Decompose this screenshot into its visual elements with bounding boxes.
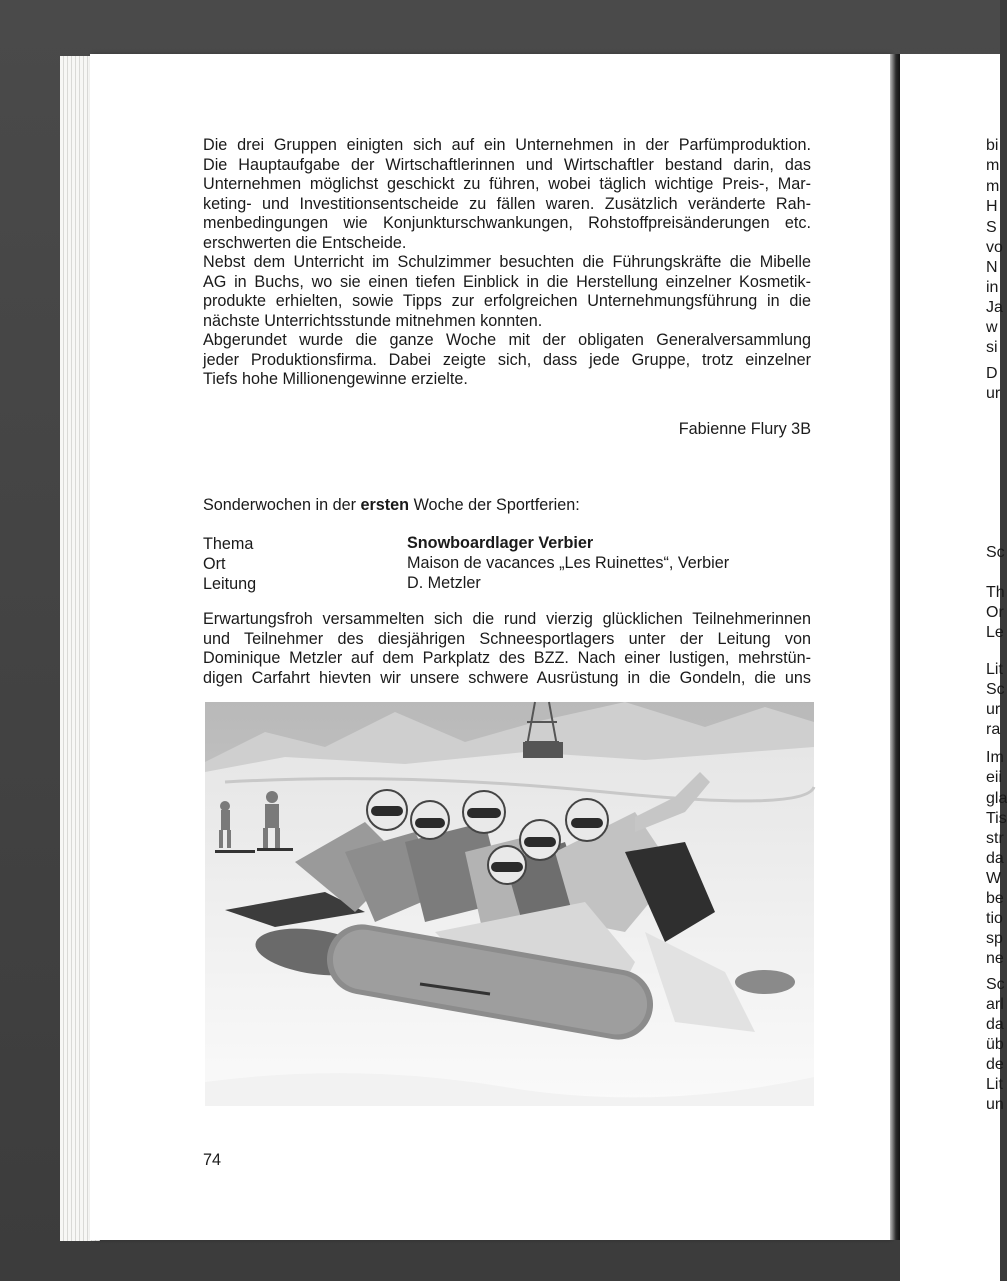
text-line: AG in Buchs, wo sie einen tiefen Einblick in die Herstellung einzelner Kosmetik- bbox=[203, 272, 811, 291]
text-line: und Teilnehmer des diesjährigen Schneesportlagers unter der Leitung von bbox=[203, 629, 811, 648]
thema-label: Thema bbox=[203, 535, 254, 553]
text-line: Unternehmen möglichst geschickt zu führen, wobei täglich wichtige Preis-, Mar- bbox=[203, 175, 811, 193]
right-page-text-fragment: un bbox=[986, 1096, 1004, 1113]
right-page-text-fragment: Lit bbox=[986, 1076, 1003, 1093]
section-intro bbox=[203, 496, 580, 515]
right-page-text-fragment: da bbox=[986, 1016, 1004, 1033]
thema-value: Snowboardlager Verbier bbox=[407, 534, 594, 552]
text-line: Dominique Metzler auf dem Parkplatz des BZZ. Nach einer lustigen, mehrstün- bbox=[203, 649, 811, 667]
right-page-text-fragment: si bbox=[986, 339, 998, 356]
ort-value: Maison de vacances „Les Ruinettes“, Verbier bbox=[407, 554, 730, 572]
right-page-text-fragment: W bbox=[986, 870, 1002, 887]
paragraph-2 bbox=[203, 253, 811, 331]
right-page-text-fragment: N bbox=[986, 259, 998, 276]
text-line: Abgerundet wurde die ganze Woche mit der obligaten Generalversammlung bbox=[203, 331, 811, 349]
right-page-fragment bbox=[900, 54, 1007, 1281]
right-page-text-fragment: H bbox=[986, 198, 998, 215]
right-page-text-fragment: eii bbox=[986, 769, 1003, 786]
right-page-text-fragment: ur bbox=[986, 701, 1001, 718]
right-page-text-fragment: D bbox=[986, 365, 998, 382]
right-page-text-fragment: str bbox=[986, 830, 1004, 847]
right-page-text-fragment: üb bbox=[986, 1036, 1004, 1053]
right-page-text-fragment: be bbox=[986, 890, 1004, 907]
right-page-text-fragment: Im bbox=[986, 749, 1004, 766]
right-page-text-fragment: Ja bbox=[986, 299, 1003, 316]
intro-text: Woche der Sportferien: bbox=[409, 496, 580, 514]
right-page-text-fragment: Tis bbox=[986, 810, 1007, 827]
text-line: keting- und Investitionsentscheide zu fällen waren. Zusätzlich veränderte Rah- bbox=[203, 194, 811, 213]
right-page-text-fragment: arl bbox=[986, 996, 1004, 1013]
right-page-text-fragment: ur bbox=[986, 385, 1001, 402]
right-page-text-fragment: de bbox=[986, 1056, 1004, 1073]
right-page-text-fragment: Le bbox=[986, 624, 1004, 641]
right-page-text-fragment: m bbox=[986, 178, 1000, 195]
text-line: nächste Unterrichtsstunde mitnehmen konnten. bbox=[203, 311, 543, 330]
paragraph-3 bbox=[203, 331, 811, 390]
text-line: Die drei Gruppen einigten sich auf ein Unternehmen in der Parfümproduktion. bbox=[203, 136, 811, 154]
leitung-value: D. Metzler bbox=[407, 574, 481, 592]
text-line: produkte erhielten, sowie Tipps zur erfolgreichen Unternehmungsführung in die bbox=[203, 292, 811, 310]
right-page-text-fragment: ra bbox=[986, 721, 1001, 738]
right-page-text-fragment: Lit bbox=[986, 661, 1003, 678]
right-page-text-fragment: da bbox=[986, 850, 1004, 867]
paragraph-4 bbox=[203, 610, 811, 688]
right-page-text-fragment: Sc bbox=[986, 681, 1005, 698]
right-page-text-fragment: vo bbox=[986, 239, 1003, 256]
text-line: digen Carfahrt hievten wir unsere schwere Ausrüstung in die Gondeln, die uns bbox=[203, 668, 811, 687]
ort-label: Ort bbox=[203, 555, 226, 573]
leitung-label: Leitung bbox=[203, 575, 257, 593]
right-page-text-fragment: gla bbox=[986, 790, 1007, 807]
right-page-text-fragment: ne bbox=[986, 950, 1004, 967]
text-line: erschwerten die Entscheide. bbox=[203, 233, 407, 252]
right-page-text-fragment: m bbox=[986, 157, 1000, 174]
page-number: 74 bbox=[203, 1151, 222, 1169]
right-page-text-fragment: Th bbox=[986, 584, 1005, 601]
right-page-text-fragment: Or bbox=[986, 604, 1004, 621]
right-page-text-fragment: w bbox=[986, 319, 998, 336]
right-page-text-fragment: Sc bbox=[986, 976, 1005, 993]
intro-text: Sonderwochen in der bbox=[203, 496, 361, 514]
intro-emphasis: ersten bbox=[360, 496, 410, 514]
snowboard-group-photo bbox=[205, 702, 814, 1106]
text-line: menbedingungen wie Konjunkturschwankungen, Rohstoffpreisänderungen etc. bbox=[203, 214, 811, 232]
text-line: jeder Produktionsfirma. Dabei zeigte sich, dass jede Gruppe, trotz einzelner bbox=[203, 350, 811, 369]
right-page-text-fragment: in bbox=[986, 279, 999, 296]
right-page-text-fragment: sp bbox=[986, 930, 1003, 947]
author-signature: Fabienne Flury 3B bbox=[678, 420, 811, 438]
text-line: Die Hauptaufgabe der Wirtschaftlerinnen und Wirtschaftler bestand darin, das bbox=[203, 155, 811, 174]
text-line: Erwartungsfroh versammelten sich die rund vierzig glücklichen Teilnehmerinnen bbox=[203, 610, 811, 628]
right-page-text-fragment: S bbox=[986, 219, 997, 236]
right-page-text-fragment: tio bbox=[986, 910, 1003, 927]
paragraph-1 bbox=[203, 136, 811, 253]
text-line: Tiefs hohe Millionengewinne erzielte. bbox=[203, 370, 468, 388]
right-page-text-fragment: bi bbox=[986, 137, 999, 154]
right-page-text-fragment: Sc bbox=[986, 544, 1005, 561]
text-line: Nebst dem Unterricht im Schulzimmer besuchten die Führungskräfte die Mibelle bbox=[203, 253, 811, 271]
book-gutter bbox=[890, 54, 900, 1240]
